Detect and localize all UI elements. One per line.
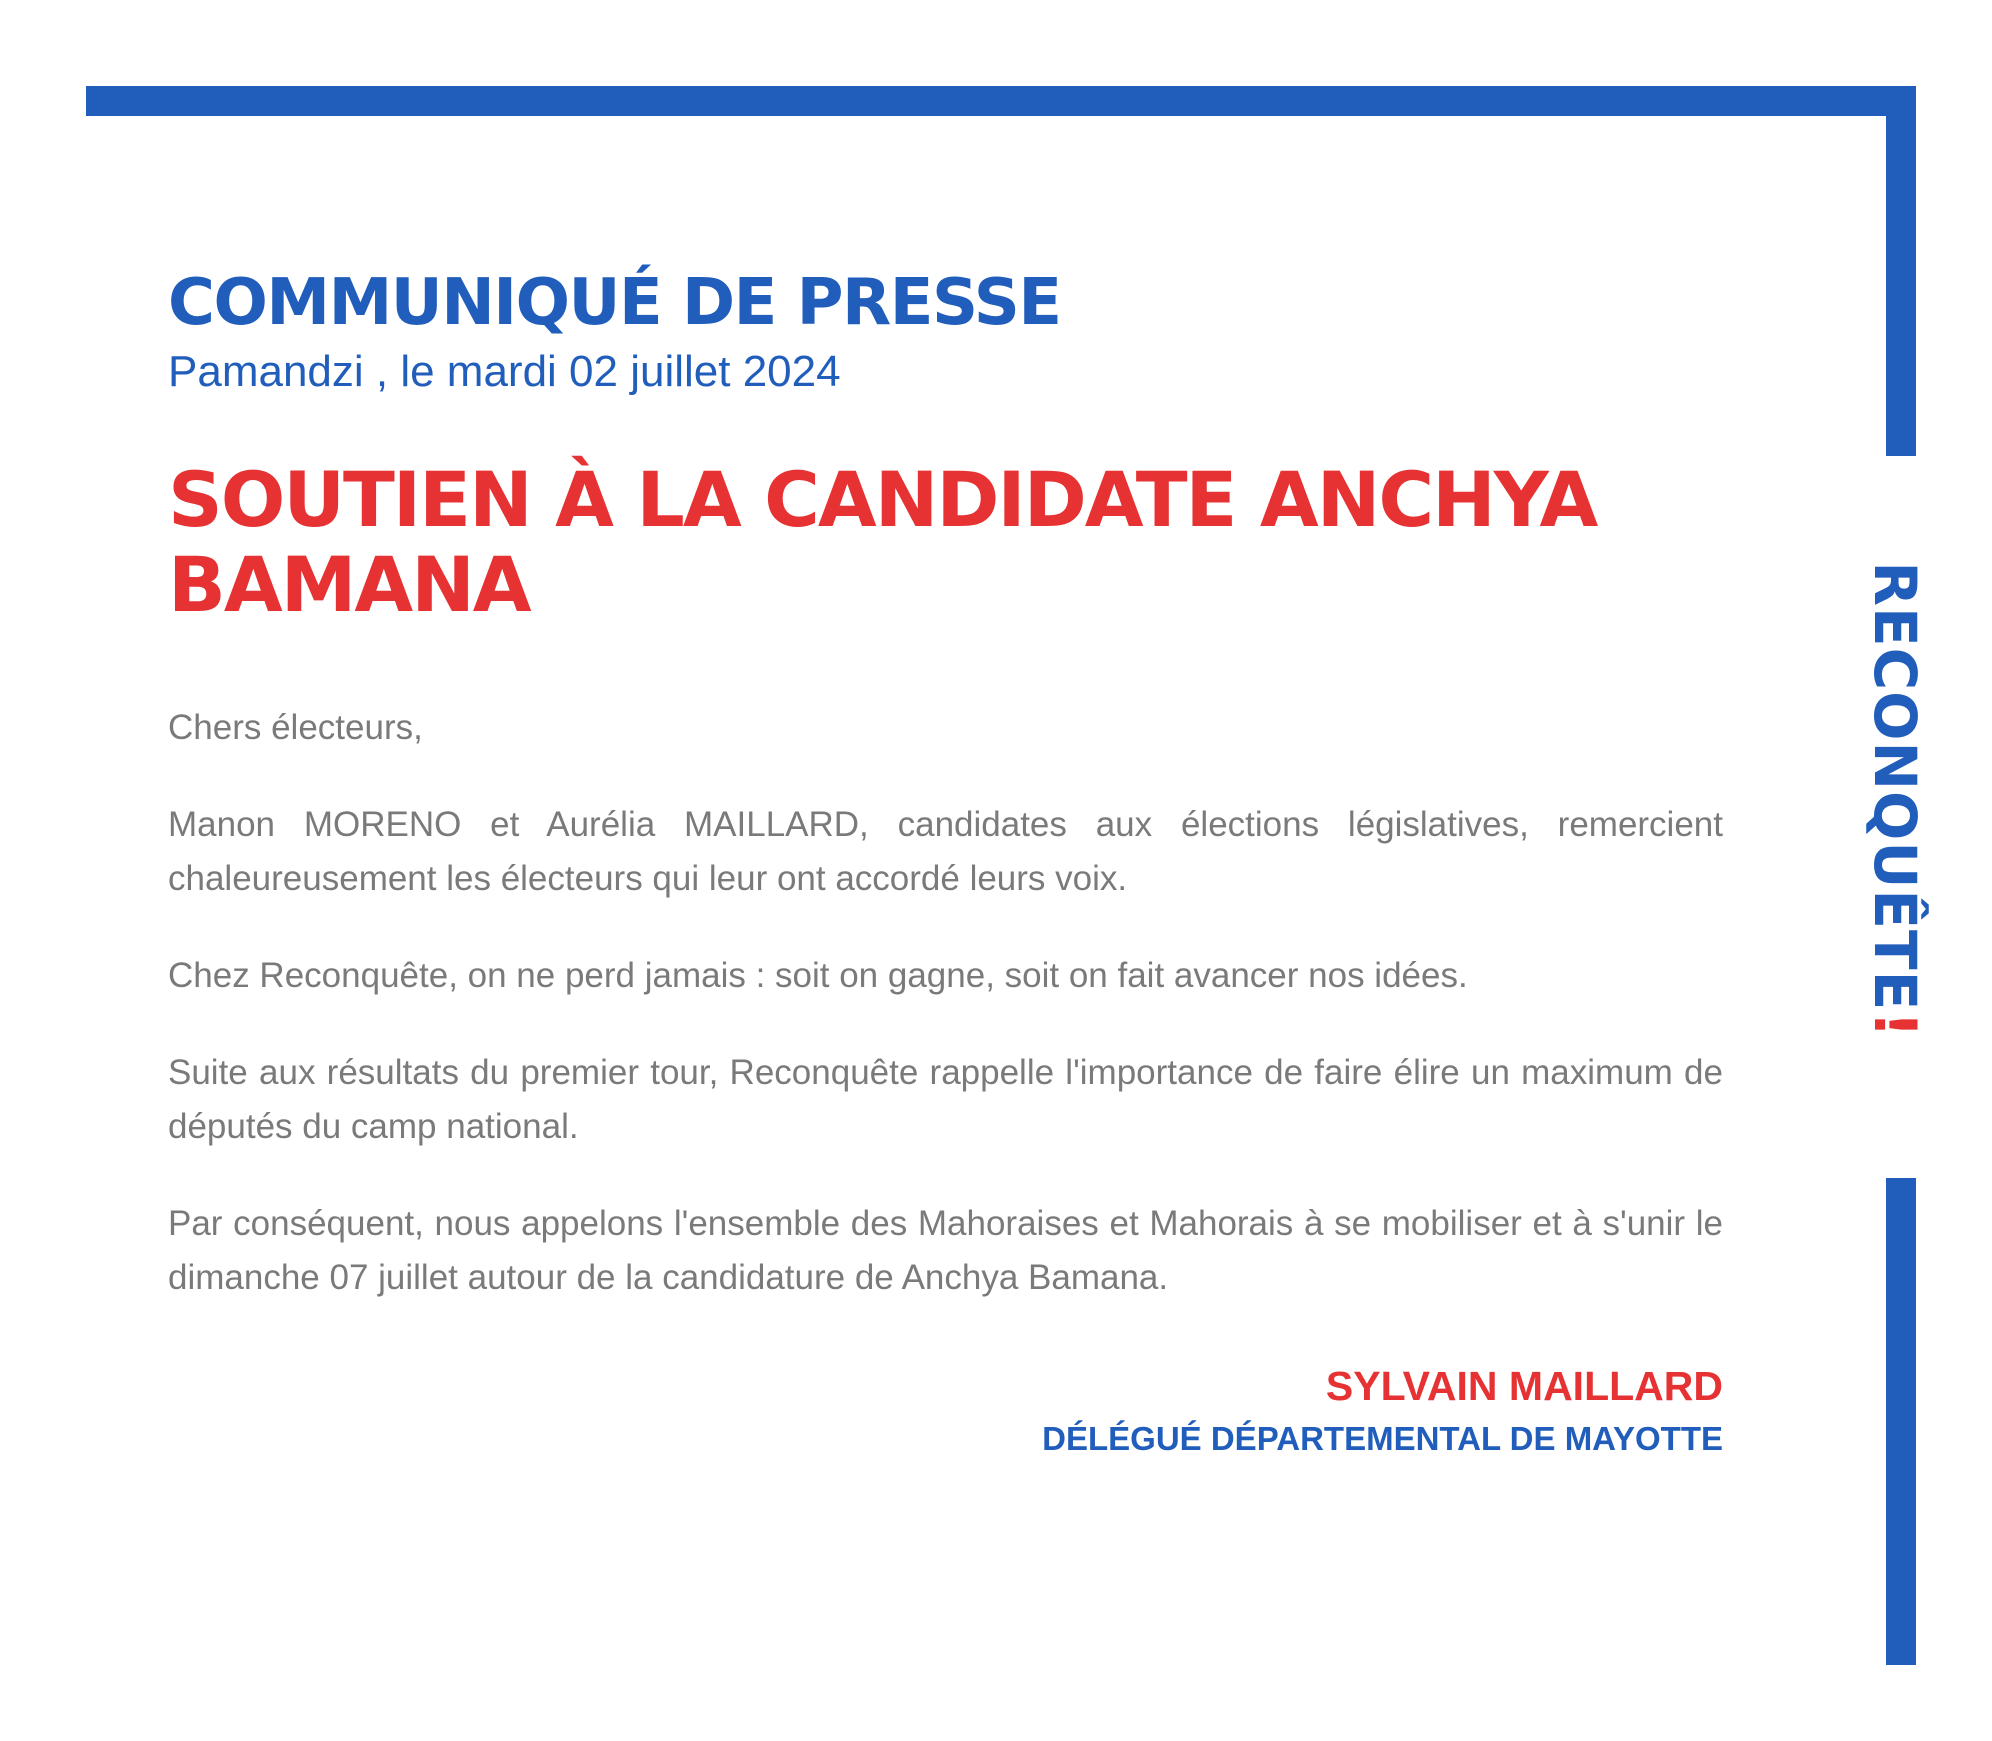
paragraph-call-to-action: Par conséquent, nous appelons l'ensemble des Mahoraises et Mahorais à se mobiliser et à s'unir le dimanche 07 juillet autour de la candidature de Anchya Bamana. (168, 1204, 1723, 1298)
document-type-title: COMMUNIQUÉ DE PRESSE (168, 266, 1061, 340)
paragraph-motto: Chez Reconquête, on ne perd jamais : soit on gagne, soit on fait avancer nos idées. (168, 956, 1468, 996)
signatory-name: SYLVAIN MAILLARD (1325, 1363, 1723, 1410)
brand-logo (1861, 561, 1929, 1039)
headline: SOUTIEN À LA CANDIDATE ANCHYA BAMANA (168, 455, 1597, 630)
brand-logo-word: RECONQUÊTE (1861, 561, 1929, 1012)
frame-right-bar-lower (1886, 1178, 1916, 1665)
press-release-content (168, 268, 1723, 1458)
brand-logo-mark: ! (1861, 1011, 1929, 1039)
frame-right-bar-upper (1886, 86, 1916, 456)
body-text (168, 701, 1723, 1305)
paragraph-thanks: Manon MORENO et Aurélia MAILLARD, candidates aux élections législatives, remercient chaleureusement les électeurs qui leur ont accordé leurs voix. (168, 805, 1723, 899)
paragraph-results: Suite aux résultats du premier tour, Reconquête rappelle l'importance de faire élire un maximum de députés du camp national. (168, 1053, 1723, 1147)
paragraph-greeting: Chers électeurs, (168, 708, 423, 748)
date-line: Pamandzi , le mardi 02 juillet 2024 (168, 347, 841, 397)
signature-block (168, 1361, 1723, 1458)
signatory-role: DÉLÉGUÉ DÉPARTEMENTAL DE MAYOTTE (1042, 1419, 1723, 1457)
frame-top-bar (86, 86, 1916, 116)
